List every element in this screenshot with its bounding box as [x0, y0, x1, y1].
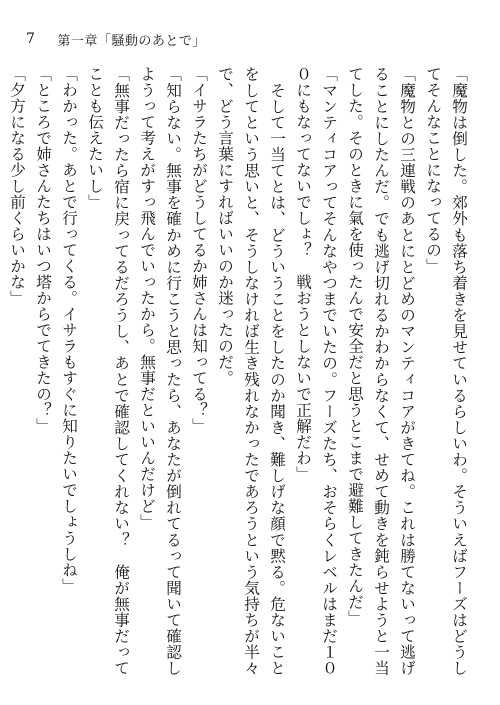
paragraph: 「知らない。無事を確かめに行こうと思ったら、あなたが倒れてるって聞いて確認しようって考えがすっ飛んでいったから。無事だといいんだけど」 — [138, 66, 182, 676]
paragraph: 「魔物は倒した。郊外も落ち着きを見せているらしいわ。そういえばフーズはどうしてそんなことになってるの」 — [424, 66, 468, 676]
paragraph: 「無事だったら宿に戻ってるだろうし、あとで確認してくれない？ 俺が無事だってことも伝えたいし」 — [86, 66, 130, 676]
paragraph: 「ところで姉さんたちはいつ塔からでてきたの？」 — [34, 66, 52, 434]
paragraph: 「わかった。あとで行ってくる。イサラもすぐに知りたいでしょうしね」 — [60, 66, 78, 594]
running-header — [26, 26, 206, 52]
paragraph: 「魔物との三連戦のあとにとどめのマンティコアがきてね。これは勝てないって逃げることにしたんだ。でも逃げ切れるかわからなくて、せめて動きを鈍らせようと一当てした。そのときに氣を使ったんで安全だと思うとこまで避難してきたんだ」 — [346, 66, 416, 676]
body-text — [4, 66, 472, 676]
paragraph: 「マンティコアってそんなやつまでいたの。フーズたち、おそらくレベルはまだ１００にもなってないでしょ？ 戦おうとしないで正解だわ」 — [294, 66, 338, 676]
page-number: 7 — [26, 31, 36, 47]
paragraph: そして一当てとは、どういうことをしたのか聞き、難しげな顔で黙る。危ないことをしてという思いと、そうしなければ生き残れなかったであろうという気持ちが半々で、どう言葉にすればいいのか迷ったのだ。 — [216, 66, 286, 676]
paragraph: 「イサラたちがどうしてるか姉さんは知ってる？」 — [190, 66, 208, 434]
chapter-title: 第一章「騒動のあとで」 — [57, 33, 206, 49]
paragraph: 「夕方になる少し前くらいかな」 — [8, 66, 26, 306]
